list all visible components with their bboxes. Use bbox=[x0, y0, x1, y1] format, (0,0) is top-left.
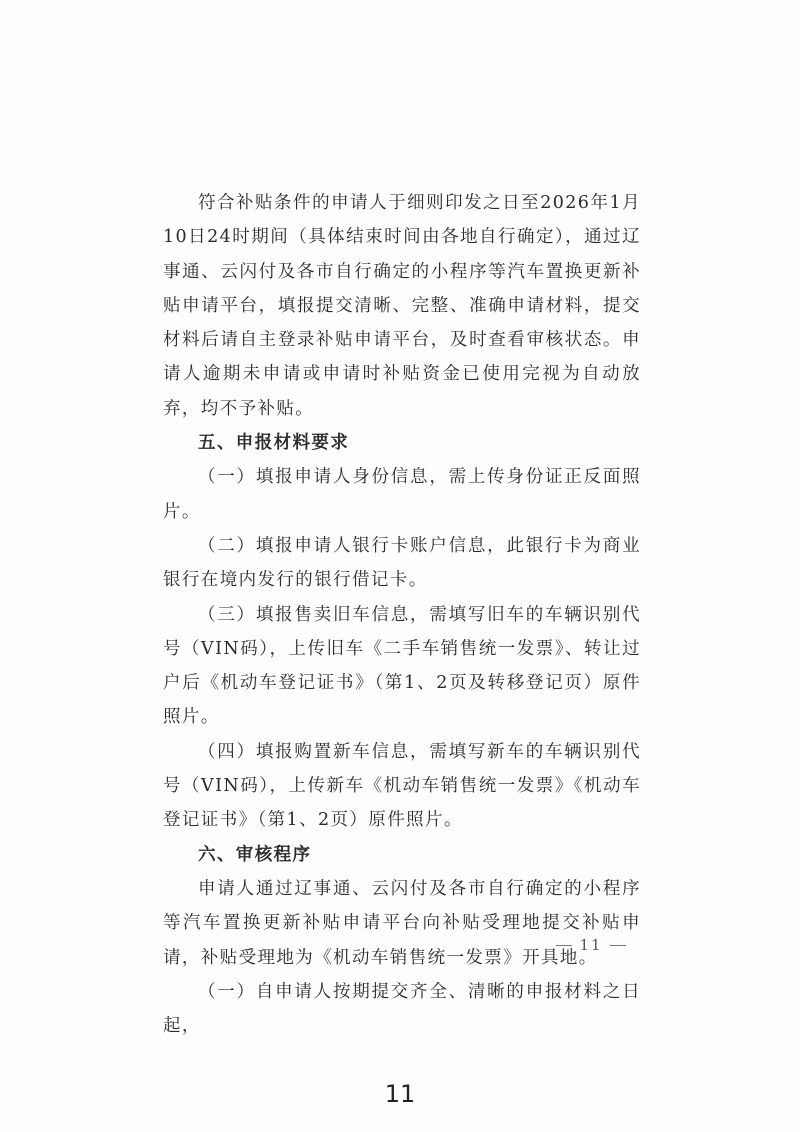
paragraph-item-3: （三）填报售卖旧车信息，需填写旧车的车辆识别代号（VIN码），上传旧车《二手车销售统一发票》、转让过户后《机动车登记证书》（第1、2页及转移登记页）原件照片。 bbox=[163, 604, 641, 728]
paragraph-application-period: 符合补贴条件的申请人于细则印发之日至2026年1月10日24时期间（具体结束时间由各地自行确定），通过辽事通、云闪付及各市自行确定的小程序等汽车置换更新补贴申请平台，填报提交清晰、完整、准确申请材料，提交材料后请自主登录补贴申请平台，及时查看审核状态。申请人逾期未申请或申请时补贴资金已使用完视为自动放弃，均不予补贴。 bbox=[163, 193, 641, 419]
paragraph-review-item-1: （一）自申请人按期提交齐全、清晰的申报材料之日起， bbox=[163, 981, 641, 1037]
page-number-dash-left bbox=[556, 945, 572, 946]
section-heading-review: 六、审核程序 bbox=[198, 844, 312, 865]
footer-page-number: 11 bbox=[384, 1080, 416, 1108]
document-body bbox=[163, 186, 641, 1043]
page-number bbox=[556, 936, 626, 954]
paragraph-item-2: （二）填报申请人银行卡账户信息，此银行卡为商业银行在境内发行的银行借记卡。 bbox=[163, 535, 641, 591]
paragraph-item-1: （一）填报申请人身份信息，需上传身份证正反面照片。 bbox=[163, 467, 641, 522]
paragraph-review-intro: 申请人通过辽事通、云闪付及各市自行确定的小程序等汽车置换更新补贴申请平台向补贴受理地提交补贴申请，补贴受理地为《机动车销售统一发票》开具地。 bbox=[163, 878, 641, 968]
paragraph-item-4: （四）填报购置新车信息，需填写新车的车辆识别代号（VIN码），上传新车《机动车销售统一发票》《机动车登记证书》（第1、2页）原件照片。 bbox=[163, 741, 641, 831]
page-number-dash-right bbox=[610, 945, 626, 946]
page-number-value: 11 bbox=[579, 936, 603, 954]
section-heading-materials: 五、申报材料要求 bbox=[198, 433, 350, 454]
